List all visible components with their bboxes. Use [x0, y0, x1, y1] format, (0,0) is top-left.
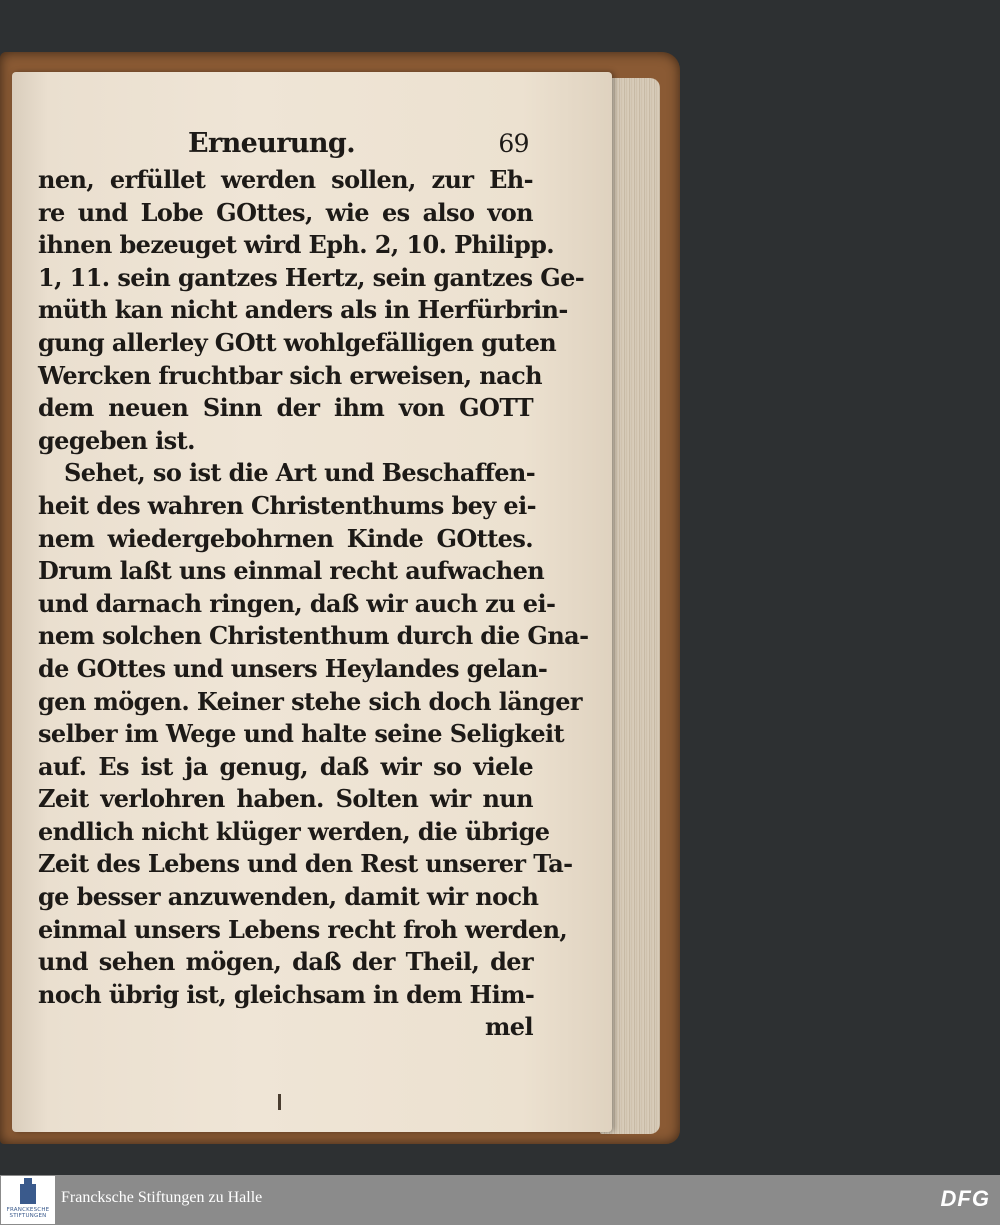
dfg-logo[interactable]: DFG — [940, 1186, 990, 1211]
catchword: mel — [485, 1012, 533, 1042]
text-line: nem wiedergebohrnen Kinde GOttes. — [38, 523, 533, 553]
text-line: dem neuen Sinn der ihm von GOTT — [38, 393, 533, 423]
institution-link[interactable]: Francksche Stiftungen zu Halle — [61, 1189, 263, 1206]
text-line: und darnach ringen, daß wir auch zu ei- — [38, 588, 556, 618]
text-line: einmal unsers Lebens recht froh werden, — [38, 914, 568, 944]
text-line: Zeit verlohren haben. Solten wir nun — [38, 784, 533, 814]
text-line: und sehen mögen, daß der Theil, der — [38, 947, 533, 977]
text-line: 1, 11. sein gantzes Hertz, sein gantzes Ge- — [38, 262, 585, 292]
logo-text: FRANCKESCHE STIFTUNGEN — [6, 1207, 50, 1219]
text-line: ihnen bezeuget wird Eph. 2, 10. Philipp. — [38, 230, 555, 260]
text-line: selber im Wege und halte seine Seligkeit — [38, 719, 565, 749]
text-line: Zeit des Lebens und den Rest unserer Ta- — [38, 849, 573, 879]
text-line: gung allerley GOtt wohlgefälligen guten — [38, 327, 557, 357]
book-page — [12, 72, 612, 1132]
printer-mark — [278, 1094, 281, 1110]
text-line: nen, erfüllet werden sollen, zur Eh- — [38, 165, 533, 194]
text-line: heit des wahren Christenthums bey ei- — [38, 490, 536, 520]
text-line: Sehet, so ist die Art und Beschaffen- — [64, 458, 536, 488]
running-head: Erneurung. — [188, 128, 356, 159]
text-line: nem solchen Christenthum durch die Gna- — [38, 621, 589, 651]
page-number: 69 — [498, 129, 529, 158]
page-text — [38, 128, 589, 1044]
text-line: gegeben ist. — [38, 425, 195, 455]
text-line: auf. Es ist ja genug, daß wir so viele — [38, 751, 533, 781]
text-line: re und Lobe GOttes, wie es also von — [38, 197, 533, 227]
text-line: ge besser anzuwenden, damit wir noch — [38, 882, 539, 912]
text-line: Wercken fruchtbar sich erweisen, nach — [38, 360, 542, 390]
viewer-footer — [0, 1175, 1000, 1225]
text-line: Drum laßt uns einmal recht aufwachen — [38, 556, 545, 586]
text-line: müth kan nicht anders als in Herfürbrin- — [38, 295, 568, 325]
text-line: endlich nicht klüger werden, die übrige — [38, 816, 550, 846]
text-line: gen mögen. Keiner stehe sich doch länger — [38, 686, 582, 716]
page-header — [38, 128, 533, 164]
tower-icon — [20, 1184, 36, 1204]
text-line: noch übrig ist, gleichsam in dem Him- — [38, 979, 535, 1009]
franckesche-logo[interactable] — [1, 1176, 55, 1224]
text-line: de GOttes und unsers Heylandes gelan- — [38, 653, 548, 683]
